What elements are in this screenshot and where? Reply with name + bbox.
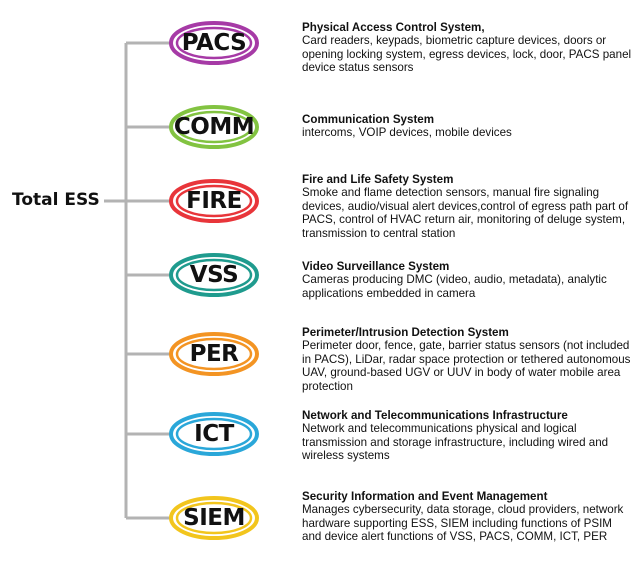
desc-title: Communication System — [302, 113, 435, 126]
desc-body: Smoke and flame detection sensors, manual fire signaling devices, audio/visual alert devices,control of egress path part of PACS, control of HVAC return air, monitoring of deluge system, transmission to central station — [302, 186, 629, 240]
desc-pacs — [302, 21, 632, 75]
badge-label: SIEM — [183, 505, 245, 531]
desc-title: Security Information and Event Management — [302, 490, 548, 503]
badge-label: VSS — [189, 262, 239, 288]
desc-body: intercoms, VOIP devices, mobile devices — [302, 126, 512, 140]
badge-per — [168, 331, 260, 377]
desc-body: Card readers, keypads, biometric capture devices, doors or opening locking system, egress devices, lock, door, PACS panel device status sensors — [302, 34, 632, 75]
badge-label: FIRE — [186, 188, 242, 214]
desc-title: Perimeter/Intrusion Detection System — [302, 326, 509, 339]
desc-fire — [302, 173, 632, 240]
desc-siem — [302, 490, 632, 544]
badge-siem — [168, 495, 260, 541]
desc-body: Perimeter door, fence, gate, barrier status sensors (not included in PACS), LiDar, radar space protection or tethered autonomous UAV, ground-based UGV or UUV in body of water mobile area protection — [302, 339, 631, 393]
desc-ict — [302, 409, 632, 463]
root-label: Total ESS — [12, 190, 100, 210]
desc-title: Fire and Life Safety System — [302, 173, 454, 186]
desc-vss — [302, 260, 632, 300]
desc-body: Manages cybersecurity, data storage, cloud providers, network hardware supporting ESS, SIEM including functions of PSIM and device alert functions of VSS, PACS, COMM, ICT, PER — [302, 503, 624, 544]
badge-label: PACS — [181, 30, 247, 56]
badge-vss — [168, 252, 260, 298]
desc-title: Video Surveillance System — [302, 260, 450, 273]
badge-comm — [168, 104, 260, 150]
badge-fire — [168, 178, 260, 224]
desc-per — [302, 326, 632, 393]
desc-comm — [302, 113, 632, 140]
desc-title: Physical Access Control System, — [302, 21, 485, 34]
badge-label: PER — [189, 341, 239, 367]
badge-label: COMM — [173, 114, 255, 140]
badge-label: ICT — [194, 421, 234, 447]
badge-pacs — [168, 20, 260, 66]
badge-ict — [168, 411, 260, 457]
desc-body: Cameras producing DMC (video, audio, metadata), analytic applications embedded in camera — [302, 273, 607, 300]
desc-body: Network and telecommunications physical and logical transmission and storage infrastructure, including wired and wireless systems — [302, 422, 609, 463]
desc-title: Network and Telecommunications Infrastructure — [302, 409, 568, 422]
